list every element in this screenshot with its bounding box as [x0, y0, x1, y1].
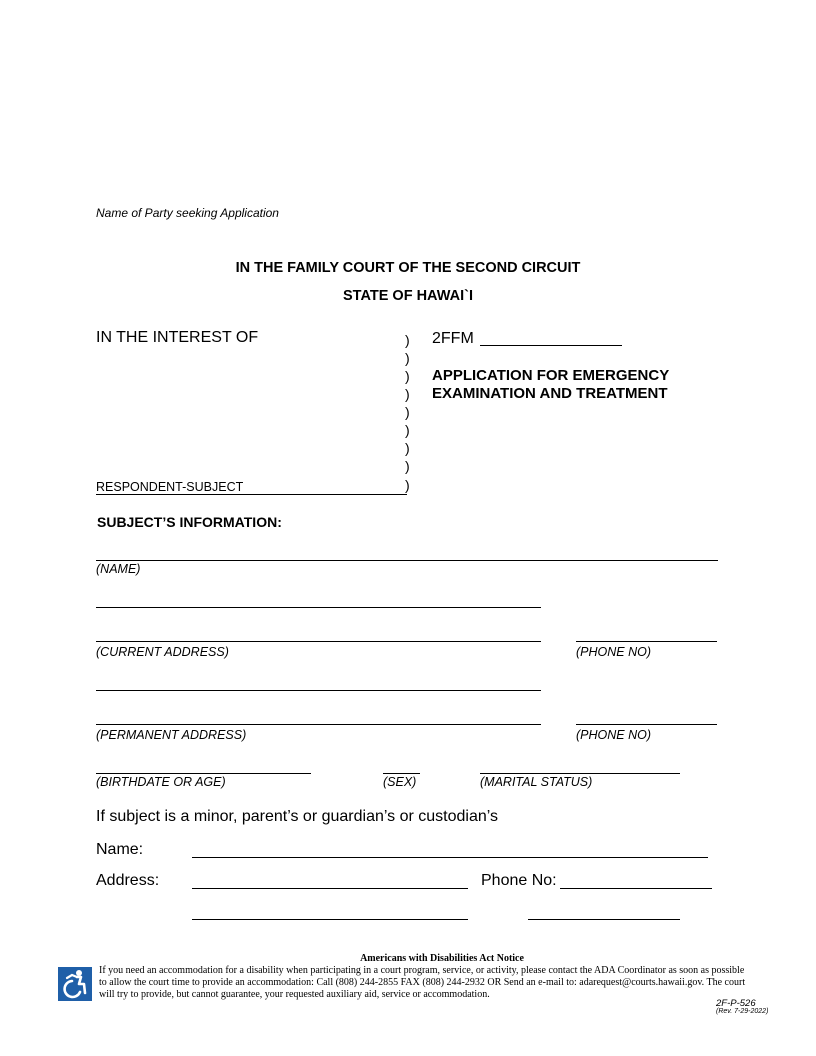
state-title: STATE OF HAWAI`I [343, 288, 473, 304]
subject-heading: SUBJECT’S INFORMATION: [97, 514, 282, 530]
party-label: Name of Party seeking Application [96, 206, 279, 220]
accessibility-icon [58, 967, 92, 1001]
permanent-address-label: (PERMANENT ADDRESS) [96, 728, 247, 742]
guardian-name-field[interactable] [192, 857, 708, 858]
current-address-field-1[interactable] [96, 607, 541, 608]
birthdate-label: (BIRTHDATE OR AGE) [96, 775, 226, 789]
case-prefix: 2FFM [432, 330, 474, 347]
guardian-address-field-2[interactable] [192, 919, 468, 920]
phone-label-1: (PHONE NO) [576, 645, 651, 659]
case-number-field[interactable] [480, 345, 622, 346]
caption-paren: ) [405, 458, 410, 474]
revision-date: (Rev. 7-29-2022) [716, 1008, 769, 1015]
respondent-underline [96, 494, 407, 495]
form-number: 2F-P-526 [716, 998, 756, 1009]
guardian-name-label: Name: [96, 841, 144, 858]
respondent-label: RESPONDENT-SUBJECT [96, 480, 244, 494]
guardian-intro: If subject is a minor, parent’s or guardian’s or custodian’s [96, 808, 498, 825]
sex-field[interactable] [383, 773, 420, 774]
ada-line-3: will try to provide, but cannot guarantee, your requested auxiliary aid, service or accommodation. [99, 989, 490, 1000]
guardian-phone-label: Phone No: [481, 872, 557, 889]
permanent-address-field-2[interactable] [96, 724, 541, 725]
caption-paren: ) [405, 422, 410, 438]
caption-paren: ) [405, 404, 410, 420]
doc-title-line1: APPLICATION FOR EMERGENCY [432, 367, 670, 384]
caption-paren: ) [405, 386, 410, 402]
caption-paren: ) [405, 332, 410, 348]
interest-of-label: IN THE INTEREST OF [96, 329, 259, 346]
name-label: (NAME) [96, 562, 141, 576]
birthdate-field[interactable] [96, 773, 311, 774]
caption-paren: ) [405, 440, 410, 456]
phone-field-2[interactable] [576, 724, 717, 725]
ada-line-2: to allow the court time to provide an accommodation: Call (808) 244-2855 FAX (808) 244-2932 OR Send an e-mail to: adarequest@courts.hawaii.gov. The court [99, 977, 746, 988]
phone-label-2: (PHONE NO) [576, 728, 651, 742]
guardian-address-field-1[interactable] [192, 888, 468, 889]
guardian-phone-field-1[interactable] [560, 888, 712, 889]
marital-field[interactable] [480, 773, 680, 774]
name-field[interactable] [96, 560, 718, 561]
phone-field-1[interactable] [576, 641, 717, 642]
permanent-address-field-1[interactable] [96, 690, 541, 691]
current-address-field-2[interactable] [96, 641, 541, 642]
marital-label: (MARITAL STATUS) [480, 775, 593, 789]
caption-paren: ) [405, 477, 410, 493]
ada-line-1: If you need an accommodation for a disability when participating in a court program, service, or activity, please contact the ADA Coordinator as soon as possible [99, 965, 745, 976]
ada-title: Americans with Disabilities Act Notice [360, 953, 524, 964]
caption-paren: ) [405, 368, 410, 384]
guardian-address-label: Address: [96, 872, 160, 889]
sex-label: (SEX) [383, 775, 417, 789]
court-title: IN THE FAMILY COURT OF THE SECOND CIRCUIT [235, 260, 581, 276]
current-address-label: (CURRENT ADDRESS) [96, 645, 229, 659]
guardian-phone-field-2[interactable] [528, 919, 680, 920]
caption-paren: ) [405, 350, 410, 366]
doc-title-line2: EXAMINATION AND TREATMENT [432, 385, 668, 402]
